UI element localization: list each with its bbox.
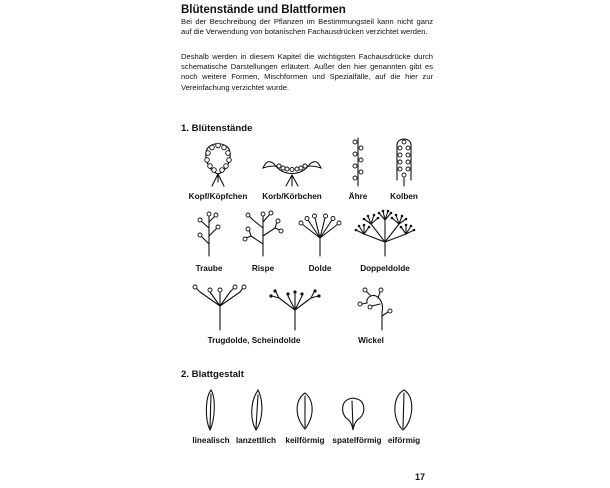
label-aehre: Ähre: [348, 192, 368, 201]
intro-paragraph-2: Deshalb werden in diesem Kapitel die wichtigsten Fachausdrücke durch schematische Darstellungen erläutert. Außer den hier genannten gibt es noch weitere Formen, Mischformen und Spezialfälle, auf die hier zur Vereinfachung verzichtet wurde.: [181, 52, 433, 92]
page-number: 17: [415, 472, 426, 482]
label-kolben: Kolben: [390, 192, 418, 201]
label-dolde: Dolde: [308, 264, 332, 273]
raceme-inflorescence-icon: [198, 212, 220, 256]
head-inflorescence-icon: [205, 143, 232, 186]
cuneate-leaf-icon: [297, 393, 312, 429]
spadix-inflorescence-icon: [397, 139, 411, 186]
panicle-inflorescence-icon: [243, 211, 283, 256]
label-rispe: Rispe: [251, 264, 275, 273]
label-kopf: Kopf/Köpfchen: [188, 192, 248, 201]
label-doppeldolde: Doppeldolde: [360, 264, 410, 273]
compound-umbel-inflorescence-icon: [355, 210, 416, 256]
label-traube: Traube: [195, 264, 223, 273]
spatulate-leaf-icon: [343, 398, 364, 430]
intro-paragraph-1: Bei der Beschreibung der Pflanzen im Bestimmungsteil kann nicht ganz auf die Verwendung von botanischen Fachausdrücken verzichtet werden.: [181, 17, 433, 37]
label-trugdolde: Trugdolde, Scheindolde: [207, 336, 301, 345]
label-wickel: Wickel: [358, 336, 384, 345]
lanceolate-leaf-icon: [252, 390, 262, 430]
ovate-leaf-icon: [395, 390, 412, 430]
label-spatelfoermig: spatelförmig: [332, 436, 382, 445]
umbel-inflorescence-icon: [299, 214, 341, 256]
basket-inflorescence-icon: [263, 162, 321, 186]
section-heading-leaf-shapes: 2. Blattgestalt: [181, 369, 244, 380]
section-heading-inflorescences: 1. Blütenstände: [181, 123, 253, 134]
scorpioid-cyme-inflorescence-icon: [358, 288, 392, 330]
label-eifoermig: eiförmig: [387, 436, 421, 445]
spike-inflorescence-icon: [353, 138, 363, 186]
page-title: Blütenstände und Blattformen: [181, 4, 346, 16]
label-keilfoermig: keilförmig: [285, 436, 325, 445]
label-linealisch: linealisch: [192, 436, 230, 445]
label-korb: Korb/Körbchen: [262, 192, 322, 201]
linear-leaf-icon: [206, 390, 214, 430]
label-lanzettlich: lanzettlich: [235, 436, 277, 445]
cyme-inflorescence-icon: [193, 285, 321, 330]
